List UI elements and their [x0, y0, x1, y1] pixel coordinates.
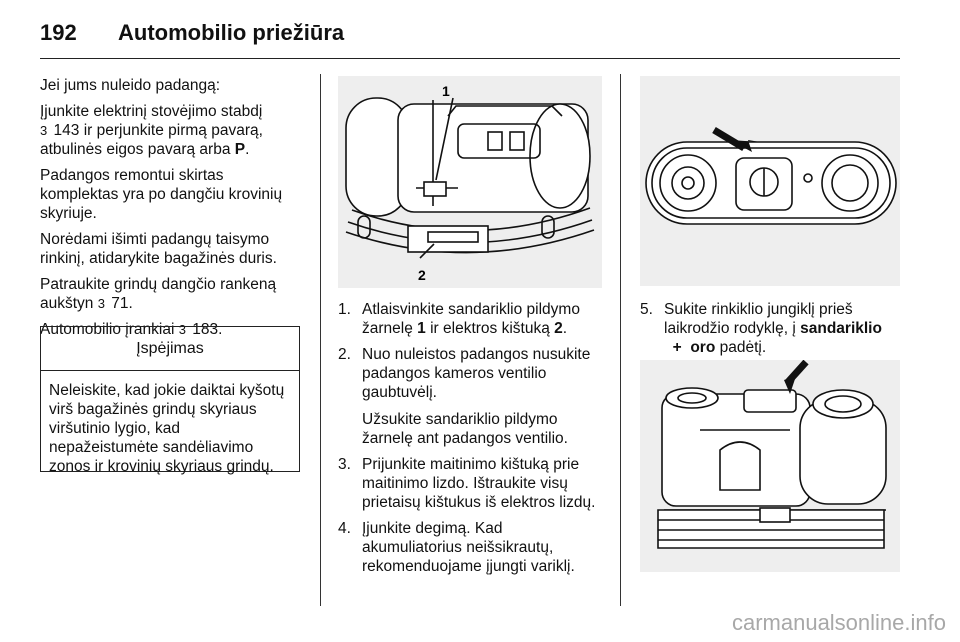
warning-box [40, 326, 300, 475]
page-reference-arrow-icon: 3 [97, 296, 105, 311]
column-divider-1 [320, 74, 321, 606]
page-reference-arrow-icon: 3 [40, 123, 48, 138]
selector-switch-drawing [640, 76, 900, 286]
paragraph: Įjunkite elektrinį stovėjimo stabdį 3 143 ir perjunkite pirmą pavarą, atbulinės eigos pavarą arba P. [40, 103, 263, 158]
callout-label: 2 [418, 267, 426, 283]
selector-switch-illustration [640, 76, 900, 286]
compressor-front-drawing [640, 360, 900, 572]
steps-list-continued [640, 300, 902, 364]
paragraph: Jei jums nuleido padangą: [40, 77, 221, 94]
list-item: 2. Nuo nuleistos padangos nusukite padangos kameros ventilio gaubtuvėlį. Užsukite sandariklio pildymo žarnelę ant padangos ventilio. [338, 346, 591, 447]
warning-heading: Įspėjimas [41, 327, 299, 371]
page-header [40, 14, 900, 58]
list-item: 3. Prijunkite maitinimo kištuką prie maitinimo lizdo. Ištraukite visų prietaisų kištukus iš elektros lizdų. [338, 456, 596, 511]
page-reference[interactable]: 71. [111, 295, 133, 312]
page-title: Automobilio priežiūra [118, 20, 345, 45]
paragraph: Norėdami išimti padangų taisymo rinkinį, atidarykite bagažinės duris. [40, 231, 277, 267]
warning-text: Neleiskite, kad jokie daiktai kyšotų virš bagažinės grindų skyriaus viršutinio lygio, kad nepažeistumėte sandėliavimo zonos ir krovinių skyriaus grindų. [49, 382, 285, 475]
paragraph: Automobilio įrankiai 3 183. [40, 321, 223, 338]
list-item: 5. Sukite rinkiklio jungiklį prieš laikrodžio rodyklę, į sandariklio + oro padėtį. [640, 301, 882, 356]
list-item: 4. Įjunkite degimą. Kad akumuliatorius neišsikrautų, rekomenduojame įjungti variklį. [338, 520, 575, 575]
header-divider [40, 58, 900, 59]
page-reference-arrow-icon: 3 [178, 322, 186, 337]
compressor-front-illustration [640, 360, 900, 572]
column-divider-2 [620, 74, 621, 606]
compressor-top-drawing [338, 76, 602, 288]
watermark: carmanualsonline.info [731, 610, 946, 635]
paragraph: Patraukite grindų dangčio rankeną aukštyn 3 71. [40, 276, 277, 312]
column-1-text [40, 76, 302, 346]
callout-label: 1 [442, 83, 450, 99]
paragraph: Padangos remontui skirtas komplektas yra po dangčiu krovinių skyriuje. [40, 167, 283, 222]
page-reference[interactable]: 183. [192, 321, 223, 338]
steps-list [338, 300, 608, 583]
page-reference[interactable]: 143 [53, 122, 80, 139]
list-item: 1. Atlaisvinkite sandariklio pildymo žarnelę 1 ir elektros kištuką 2. [338, 301, 580, 337]
page-number: 192 [40, 20, 77, 45]
compressor-top-illustration [338, 76, 602, 288]
